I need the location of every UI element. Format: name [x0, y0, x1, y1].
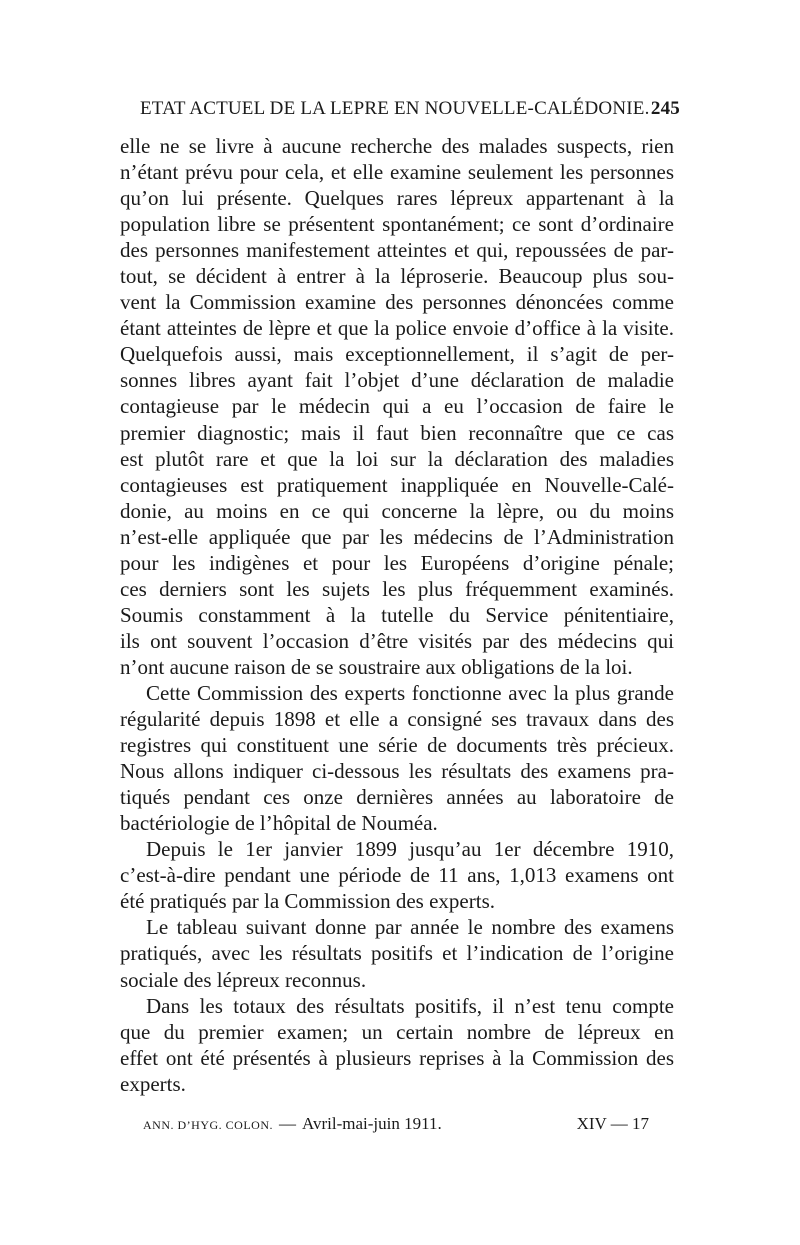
footer-signature: XIV — 17	[576, 1114, 649, 1133]
text-line: étant atteintes de lèpre et que la police envoie d’office à la visite.	[120, 316, 674, 341]
footer-date: Avril-mai-juin 1911.	[302, 1114, 442, 1133]
page-footer	[143, 1114, 649, 1134]
text-line: experts.	[120, 1071, 186, 1096]
paragraph	[120, 133, 674, 680]
text-line: n’ont aucune raison de se soustraire aux obligations de la loi.	[120, 654, 633, 679]
text-line: registres qui constituent une série de documents très précieux.	[120, 733, 674, 758]
text-line: Depuis le 1er janvier 1899 jusqu’au 1er décembre 1910,	[146, 837, 674, 862]
text-line: est plutôt rare et que la loi sur la déclaration des maladies	[120, 446, 674, 471]
text-line: n’étant prévu pour cela, et elle examine seulement les personnes	[120, 160, 674, 185]
text-line: c’est-à-dire pendant une période de 11 ans, 1,013 examens ont	[120, 863, 674, 888]
text-line: qu’on lui présente. Quelques rares lépreux appartenant à la	[120, 186, 674, 211]
text-line: ils ont souvent l’occasion d’être visités par des médecins qui	[120, 628, 674, 653]
text-line: des personnes manifestement atteintes et qui, repoussées de par-	[120, 238, 674, 263]
text-line: régularité depuis 1898 et elle a consigné ses travaux dans des	[120, 707, 674, 732]
text-line: Soumis constamment à la tutelle du Service pénitentiaire,	[120, 602, 674, 627]
text-line: elle ne se livre à aucune recherche des malades suspects, rien	[120, 134, 674, 158]
paragraph	[120, 836, 674, 914]
paragraph	[120, 993, 674, 1097]
paragraph	[120, 914, 674, 992]
text-line: ces derniers sont les sujets les plus fréquemment examinés.	[120, 576, 674, 601]
text-line: pratiqués, avec les résultats positifs et l’indication de l’origine	[120, 941, 674, 966]
footer-journal: ANN. D’HYG. COLON.	[143, 1118, 273, 1132]
text-line: effet ont été présentés à plusieurs reprises à la Commission des	[120, 1045, 674, 1070]
footer-dash: —	[279, 1114, 296, 1133]
text-line: Cette Commission des experts fonctionne avec la plus grande	[146, 680, 674, 705]
page-number: 245	[650, 98, 680, 119]
text-line: tiqués pendant ces onze dernières années au laboratoire de	[120, 785, 674, 810]
text-line: sociale des lépreux reconnus.	[120, 967, 367, 992]
text-line: pour les indigènes et pour les Européens d’origine pénale;	[120, 550, 674, 575]
paragraph	[120, 680, 674, 836]
text-line: Le tableau suivant donne par année le nombre des examens	[146, 915, 674, 940]
running-head	[140, 98, 680, 120]
text-line: Dans les totaux des résultats positifs, il n’est tenu compte	[146, 993, 674, 1018]
footer-citation	[143, 1114, 442, 1134]
text-line: contagieuse par le médecin qui a eu l’occasion de faire le	[120, 394, 674, 419]
text-line: premier diagnostic; mais il faut bien reconnaître que ce cas	[120, 420, 674, 445]
text-line: que du premier examen; un certain nombre de lépreux en	[120, 1019, 674, 1044]
text-line: population libre se présentent spontanément; ce sont d’ordinaire	[120, 212, 674, 237]
text-line: sonnes libres ayant fait l’objet d’une déclaration de maladie	[120, 368, 674, 393]
text-line: tout, se décident à entrer à la léproserie. Beaucoup plus sou-	[120, 264, 674, 289]
body-text	[120, 133, 674, 1097]
text-line: été pratiqués par la Commission des experts.	[120, 889, 495, 914]
text-line: contagieuses est pratiquement inappliquée en Nouvelle-Calé-	[120, 472, 674, 497]
text-line: donie, au moins en ce qui concerne la lèpre, ou du moins	[120, 498, 674, 523]
text-line: bactériologie de l’hôpital de Nouméa.	[120, 811, 438, 836]
text-line: vent la Commission examine des personnes dénoncées comme	[120, 290, 674, 315]
running-head-title: ETAT ACTUEL DE LA LEPRE EN NOUVELLE-CALÉDONIE.	[140, 98, 650, 119]
text-line: Quelquefois aussi, mais exceptionnellement, il s’agit de per-	[120, 342, 674, 367]
text-line: Nous allons indiquer ci-dessous les résultats des examens pra-	[120, 759, 674, 784]
text-line: n’est-elle appliquée que par les médecins de l’Administration	[120, 524, 674, 549]
